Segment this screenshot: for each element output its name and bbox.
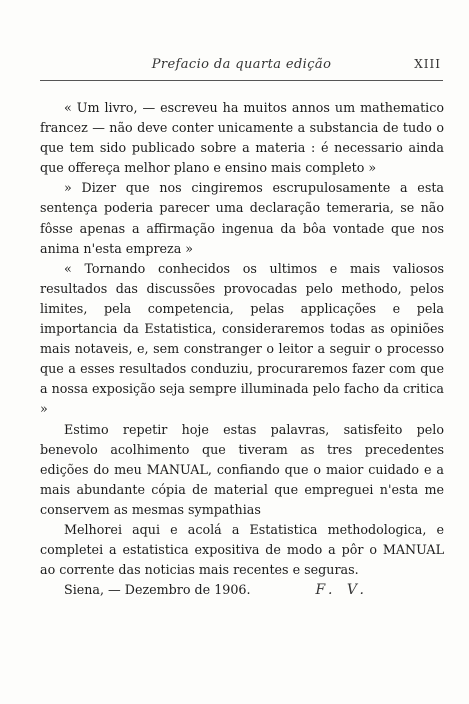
page-header: [40, 57, 443, 79]
preface-text: [40, 98, 444, 600]
paragraph-1: « Um livro, — escreveu ha muitos annos um mathematico francez — não deve conter unicamente a substancia de tudo o que tem sido publicado sobre a materia : é necessario ainda que offereça melhor plano e ensino mais completo »: [40, 100, 444, 176]
paragraph-4: Estimo repetir hoje estas palavras, satisfeito pelo benevolo acolhimento que tiveram as tres precedentes edições do meu MANUAL, confiando que o maior cuidado e a mais abundante cópia de material que empreguei n'esta me conservem as mesmas sympathias: [40, 421, 444, 517]
page-number: XIII: [414, 57, 441, 71]
author-initials: F. V.: [315, 582, 369, 598]
running-title: Prefacio da quarta edição: [151, 57, 332, 72]
paragraph-5: Melhorei aqui e acolá a Estatistica methodologica, e completei a estatistica expositiva de modo a pôr o MANUAL ao corrente das noticias mais recentes e seguras.: [40, 521, 444, 578]
paragraph-2: » Dizer que nos cingiremos escrupulosamente a esta sentença poderia parecer uma declaração temeraria, se não fôsse apenas a affirmação ingenua da bôa vontade que nos anima n'esta empreza »: [40, 180, 444, 256]
paragraph-3: « Tornando conhecidos os ultimos e mais valiosos resultados das discussões provocadas pelo methodo, pelos limites, pela competencia, pelas applicações e pela importancia da Estatistica, consideraremos todas as opiniões mais notaveis, e, sem constranger o leitor a seguir o processo que a esses resultados conduziu, procuraremos fazer com que a nossa exposição seja sempre illuminada pelo facho da critica »: [40, 260, 444, 417]
header-rule: [40, 80, 443, 81]
dateline: Siena, — Dezembro de 1906.: [64, 582, 251, 598]
